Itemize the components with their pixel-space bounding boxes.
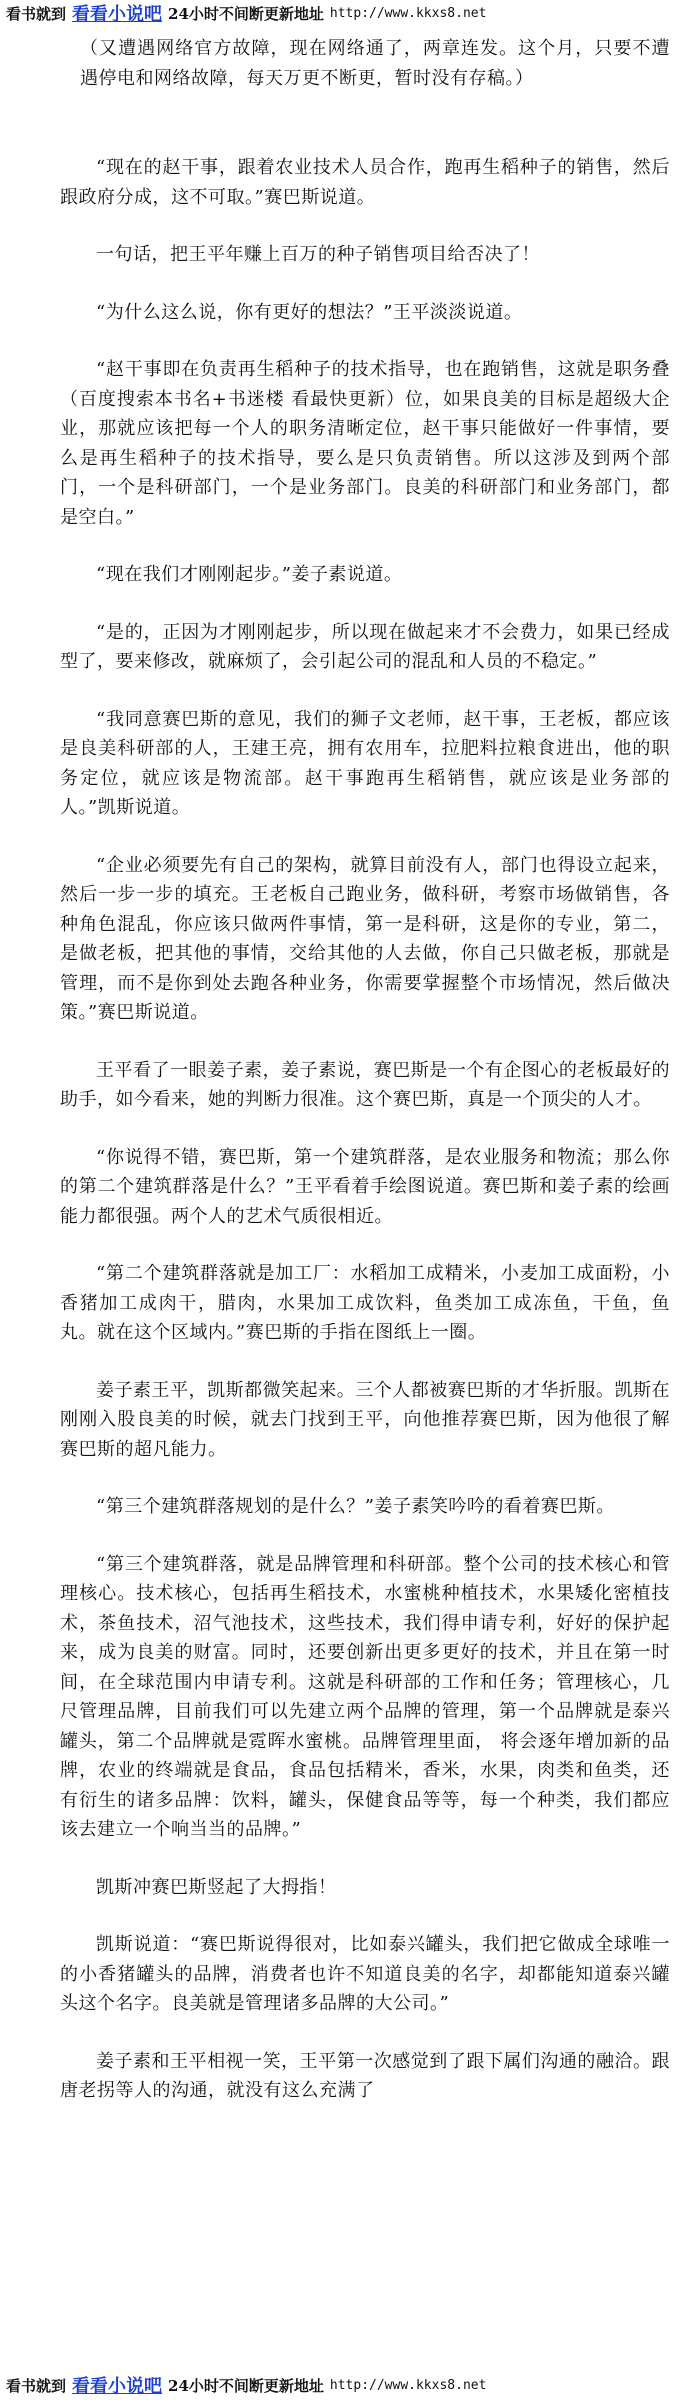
footer-url: http://www.kkxs8.net — [329, 2377, 487, 2393]
author-note: （又遭遇网络官方故障，现在网络通了，两章连发。这个月，只要不遭遇停电和网络故障，每天万更不断更，暂时没有存稿。） — [80, 38, 670, 89]
paragraph: “你说得不错，赛巴斯，第一个建筑群落，是农业服务和物流；那么你的第二个建筑群落是什么？”王平看着手绘图说道。赛巴斯和姜子素的绘画能力都很强。两个人的艺术气质很相近。 — [60, 1146, 670, 1227]
paragraph: “赵干事即在负责再生稻种子的技术指导，也在跑销售，这就是职务叠（百度搜索本书名+书迷楼 看最快更新）位，如果良美的目标是超级大企业，那就应该把每一个人的职务清晰定位，赵干事只能做好一件事情，要么是再生稻种子的技术指导，要么是只负责销售。所以这涉及到两个部门，一个是科研部门，一个是业务部门。良美的科研部门和业务部门，都是空白。” — [60, 359, 670, 528]
paragraph: 凯斯说道：“赛巴斯说得很对，比如泰兴罐头，我们把它做成全球唯一的小香猪罐头的品牌，消费者也许不知道良美的名字，却都能知道泰兴罐头这个名字。良美就是管理诸多品牌的大公司。” — [60, 1934, 670, 2014]
paragraph: 王平看了一眼姜子素，姜子素说，赛巴斯是一个有企图心的老板最好的助手，如今看来，她的判断力很准。这个赛巴斯，真是一个顶尖的人才。 — [60, 1059, 670, 1110]
header-url: http://www.kkxs8.net — [329, 5, 487, 21]
header-tail-text: 24小时不间断更新地址 — [168, 4, 324, 23]
paragraph: 一句话，把王平年赚上百万的种子销售项目给否决了！ — [96, 244, 540, 265]
chapter-body — [60, 34, 670, 2364]
header-lead-text: 看书就到 — [6, 4, 67, 23]
paragraph: “我同意赛巴斯的意见，我们的狮子文老师，赵干事，王老板，都应该是良美科研部的人，王建王亮，拥有农用车，拉肥料拉粮食进出，他的职务定位，就应该是物流部。赵干事跑再生稻销售，就应该是业务部的人。”凯斯说道。 — [60, 708, 670, 818]
footer-lead-text: 看书就到 — [6, 2376, 67, 2395]
paragraph: “现在我们才刚刚起步。”姜子素说道。 — [96, 564, 403, 585]
paragraph: “是的，正因为才刚刚起步，所以现在做起来才不会费力，如果已经成型了，要来修改，就麻烦了，会引起公司的混乱和人员的不稳定。” — [60, 621, 670, 672]
footer-site-link[interactable]: 看看小说吧 — [72, 2376, 163, 2397]
footer-banner — [0, 2372, 700, 2398]
paragraph: 姜子素和王平相视一笑，王平第一次感觉到了跟下属们沟通的融洽。跟唐老拐等人的沟通，就没有这么充满了 — [60, 2050, 670, 2101]
paragraph: “企业必须要先有自己的架构，就算目前没有人，部门也得设立起来，然后一步一步的填充。王老板自己跑业务，做科研，考察市场做销售，各种角色混乱，你应该只做两件事情，第一是科研，这是你的专业，第二，是做老板，把其他的事情，交给其他的人去做，你自己只做老板，那就是管理，而不是你到处去跑各种业务，你需要掌握整个市场情况，然后做决策。”赛巴斯说道。 — [60, 854, 670, 1023]
paragraph: “第三个建筑群落规划的是什么？”姜子素笑吟吟的看着赛巴斯。 — [96, 1496, 615, 1517]
paragraph: “为什么这么说，你有更好的想法？”王平淡淡说道。 — [96, 301, 523, 323]
header-site-link[interactable]: 看看小说吧 — [72, 4, 163, 25]
paragraph: “第二个建筑群落就是加工厂：水稻加工成精米，小麦加工成面粉，小香猪加工成肉干，腊肉，水果加工成饮料，鱼类加工成冻鱼，干鱼，鱼丸。就在这个区域内。”赛巴斯的手指在图纸上一圈。 — [60, 1263, 670, 1343]
footer-tail-text: 24小时不间断更新地址 — [168, 2376, 324, 2395]
header-banner — [0, 0, 700, 26]
paragraph: 凯斯冲赛巴斯竖起了大拇指！ — [96, 1876, 337, 1898]
paragraph: “第三个建筑群落，就是品牌管理和科研部。整个公司的技术核心和管理核心。技术核心，包括再生稻技术，水蜜桃种植技术，水果矮化密植技术，茶鱼技术，沼气池技术，这些技术，我们得申请专利，好好的保护起来，成为良美的财富。同时，还要创新出更多更好的技术，并且在第一时间，在全球范围内申请专利。这就是科研部的工作和任务；管理核心，几尺管理品牌，目前我们可以先建立两个品牌的管理，第一个品牌就是泰兴罐头，第二个品牌就是霓晖水蜜桃。品牌管理里面， 将会逐年增加新的品牌，农业的终端就是食品，食品包括精米，香米，水果，肉类和鱼类，还有衍生的诸多品牌：饮料，罐头，保健食品等等，每一个种类，我们都应该去建立一个响当当的品牌。” — [60, 1553, 670, 1840]
paragraph: “现在的赵干事，跟着农业技术人员合作，跑再生稻种子的销售，然后跟政府分成，这不可取。”赛巴斯说道。 — [60, 157, 670, 208]
paragraph: 姜子素王平，凯斯都微笑起来。三个人都被赛巴斯的才华折服。凯斯在刚刚入股良美的时候，就去门找到王平，向他推荐赛巴斯，因为他很了解赛巴斯的超凡能力。 — [60, 1379, 670, 1460]
